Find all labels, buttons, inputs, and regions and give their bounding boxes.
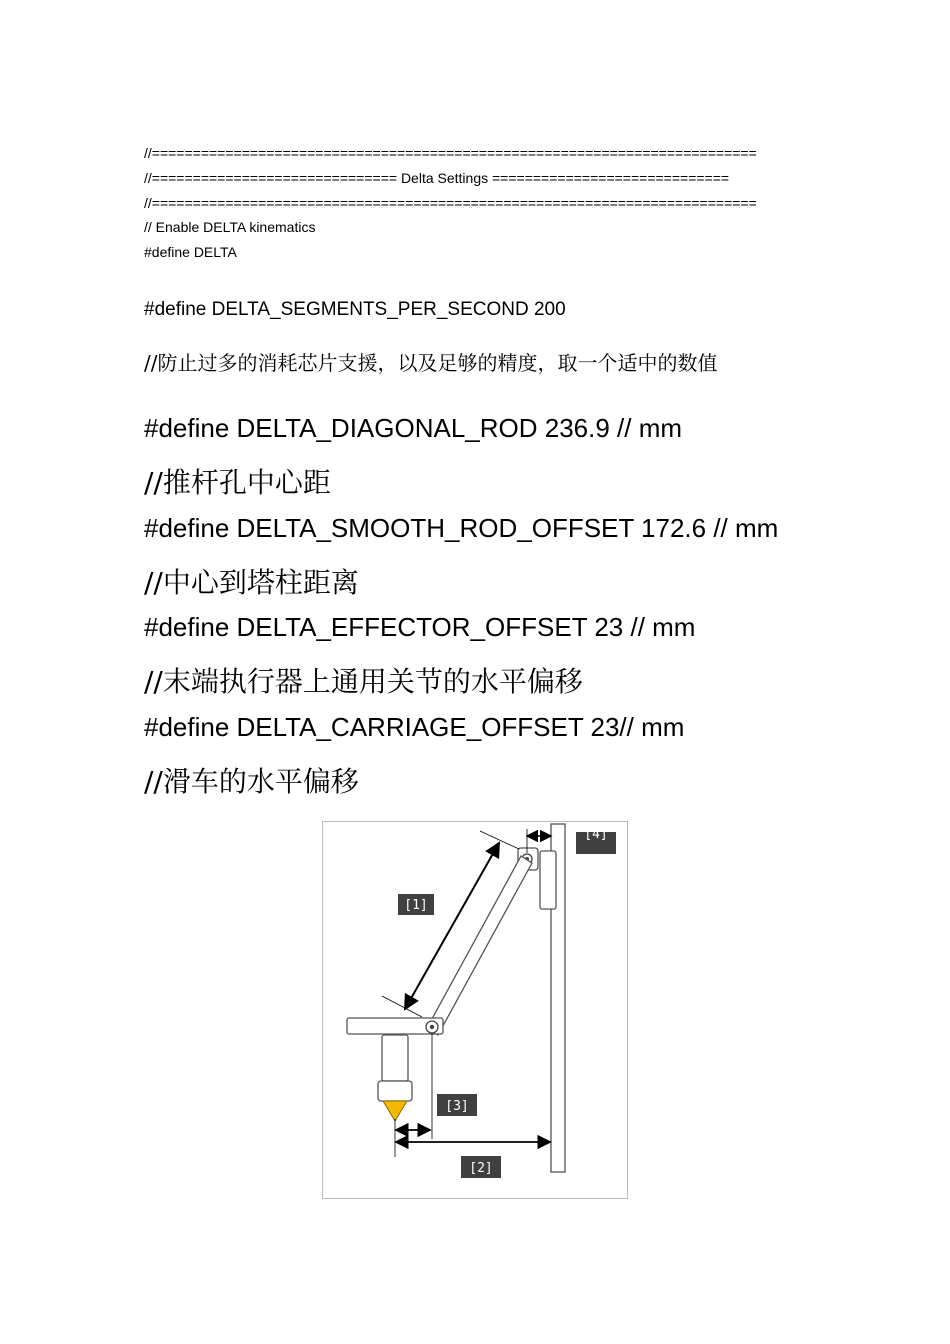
define-smooth-rod-offset: #define DELTA_SMOOTH_ROD_OFFSET 172.6 // mm — [144, 513, 779, 543]
comment-smooth-rod-offset: //中心到塔柱距离 — [144, 566, 359, 599]
comment-enable-delta: // Enable DELTA kinematics — [144, 219, 316, 235]
separator-line-2: //========================================================================== — [144, 195, 757, 211]
label-2: [2] — [469, 1161, 493, 1176]
label-4: [4] — [584, 827, 608, 842]
label-1: [1] — [404, 898, 428, 913]
define-delta: #define DELTA — [144, 244, 237, 260]
heater-block — [378, 1081, 412, 1101]
define-diagonal-rod: #define DELTA_DIAGONAL_ROD 236.9 // mm — [144, 413, 683, 443]
define-segments-per-second: #define DELTA_SEGMENTS_PER_SECOND 200 — [144, 299, 566, 320]
delta-geometry-diagram — [322, 821, 628, 1199]
comment-effector-offset: //末端执行器上通用关节的水平偏移 — [144, 665, 583, 698]
separator-line-1: //========================================================================== — [144, 145, 757, 161]
define-effector-offset: #define DELTA_EFFECTOR_OFFSET 23 // mm — [144, 612, 696, 642]
define-carriage-offset: #define DELTA_CARRIAGE_OFFSET 23// mm — [144, 712, 685, 742]
section-heading: //============================== Delta Settings ============================= — [144, 170, 730, 186]
carriage — [540, 851, 556, 909]
comment-diagonal-rod: //推杆孔中心距 — [144, 466, 331, 499]
hotend-body — [382, 1035, 408, 1081]
comment-carriage-offset: //滑车的水平偏移 — [144, 765, 359, 798]
comment-segments: //防止过多的消耗芯片支援，以及足够的精度，取一个适中的数值 — [144, 351, 718, 375]
label-3: [3] — [445, 1099, 469, 1114]
